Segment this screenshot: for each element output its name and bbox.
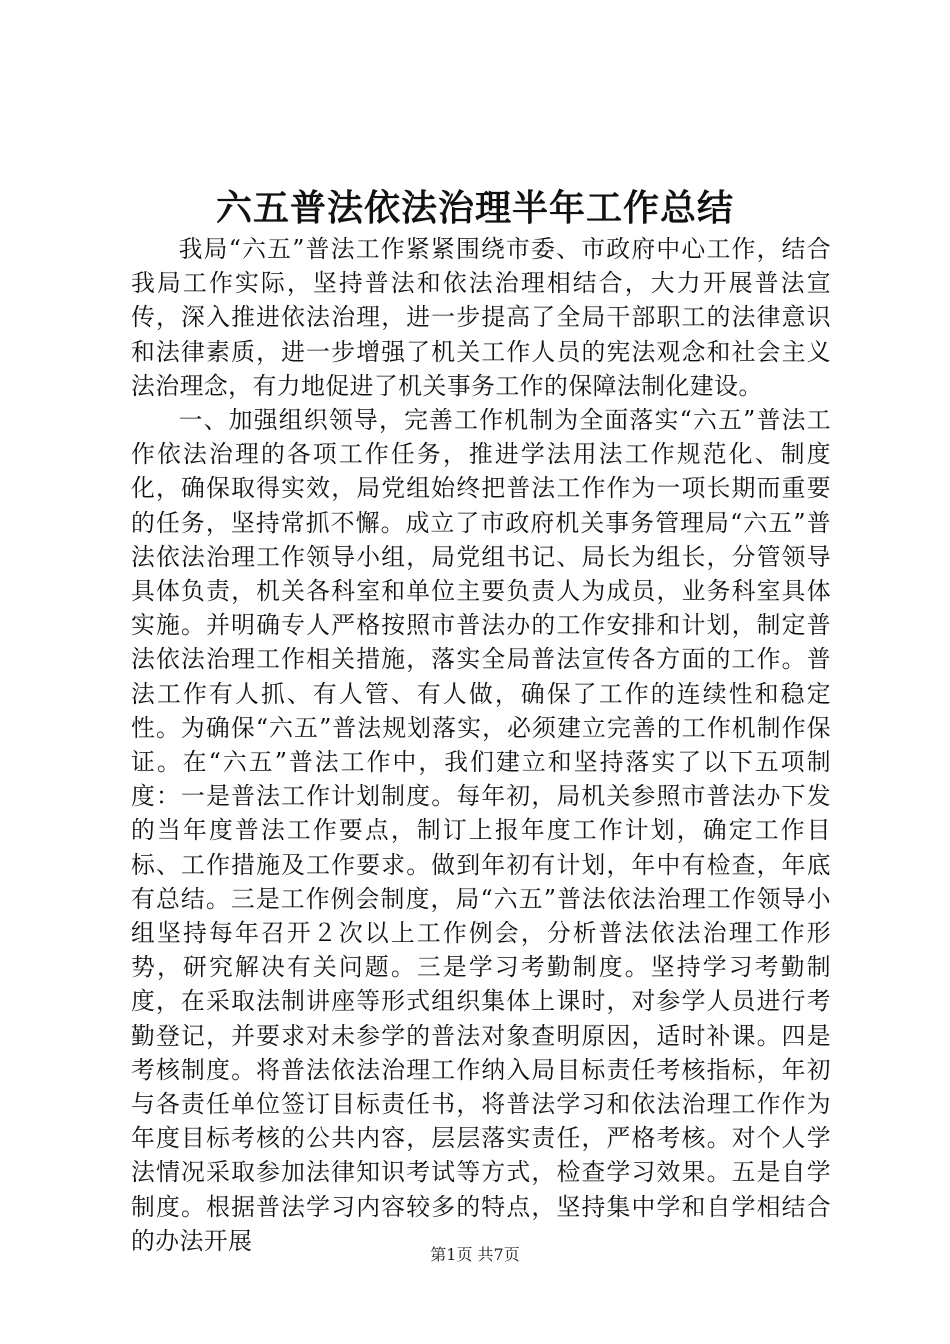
paragraph-section-one: 一、加强组织领导，完善工作机制为全面落实“六五”普法工作依法治理的各项工作任务，推进学法用法工作规范化、制度化，确保取得实效，局党组始终把普法工作作为一项长期而重要的任务，坚持常抓不懈。成立了市政府机关事务管理局“六五”普法依法治理工作领导小组，局党组书记、局长为组长，分管领导具体负责，机关各科室和单位主要负责人为成员，业务科室具体实施。并明确专人严格按照市普法办的工作安排和计划，制定普法依法治理工作相关措施，落实全局普法宣传各方面的工作。普法工作有人抓、有人管、有人做，确保了工作的连续性和稳定性。为确保“六五”普法规划落实，必须建立完善的工作机制作保证。在“六五”普法工作中，我们建立和坚持落实了以下五项制度：一是普法工作计划制度。每年初，局机关参照市普法办下发的当年度普法工作要点，制订上报年度工作计划，确定工作目标、工作措施及工作要求。做到年初有计划，年中有检查，年底有总结。三是工作例会制度，局“六五”普法依法治理工作领导小组坚持每年召开２次以上工作例会，分析普法依法治理工作形势，研究解决有关问题。三是学习考勤制度。坚持学习考勤制度，在采取法制讲座等形式组织集体上课时，对参学人员进行考勤登记，并要求对未参学的普法对象查明原因，适时补课。四是考核制度。将普法依法治理工作纳入局目标责任考核指标，年初与各责任单位签订目标责任书，将普法学习和依法治理工作作为年度目标考核的公共内容，层层落实责任，严格考核。对个人学法情况采取参加法律知识考试等方式，检查学习效果。五是自学制度。根据普法学习内容较多的特点，坚持集中学和自学相结合的办法开展 xyxy=(131,406,831,1255)
page-number: 第1页 共7页 xyxy=(430,1245,520,1264)
paragraph-intro: 我局“六五”普法工作紧紧围绕市委、市政府中心工作，结合我局工作实际，坚持普法和依法治理相结合，大力开展普法宣传，深入推进依法治理，进一步提高了全局干部职工的法律意识和法律素质，进一步增强了机关工作人员的宪法观念和社会主义法治理念，有力地促进了机关事务工作的保障法制化建设。 xyxy=(131,235,831,400)
document-body xyxy=(131,232,831,1258)
document-title: 六五普法依法治理半年工作总结 xyxy=(215,187,734,229)
